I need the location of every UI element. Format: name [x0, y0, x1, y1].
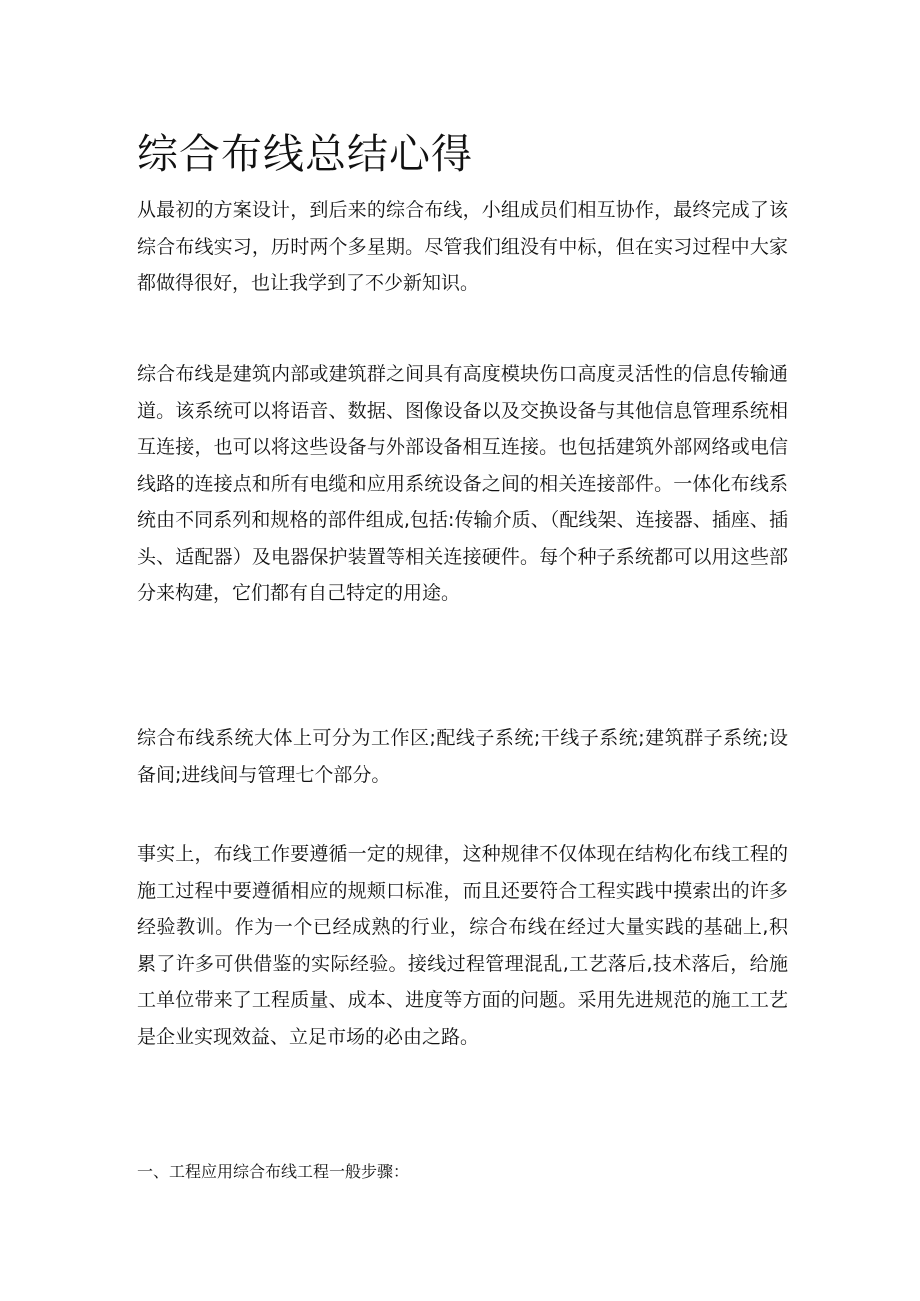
paragraph-practice: 事实上，布线工作要遵循一定的规律，这种规律不仅体现在结构化布线工程的施工过程中要遵循相应的规颊口标准，而且还要符合工程实践中摸索出的许多经验教训。作为一个已经成熟的行业，综合布线在经过大量实践的基础上,积累了许多可供借鉴的实际经验。接线过程管理混乱,工艺落后,技术落后，给施工单位带来了工程质量、成本、进度等方面的问题。采用先进规范的施工工艺是企业实现效益、立足市场的必由之路。: [137, 843, 788, 1048]
paragraph-subsystems: 综合布线系统大体上可分为工作区;配线子系统;干线子系统;建筑群子系统;设备间;进线间与管理七个部分。: [137, 727, 788, 786]
section-heading: 一、工程应用综合布线工程一般步骤：: [137, 1162, 410, 1181]
document-title: 综合布线总结心得: [137, 130, 473, 178]
paragraph-definition: 综合布线是建筑内部或建筑群之间具有高度模块伤口高度灵活性的信息传输通道。该系统可以将语音、数据、图像设备以及交换设备与其他信息管理系统相互连接，也可以将这些设备与外部设备相互连接。也包括建筑外部网络或电信线路的连接点和所有电缆和应用系统设备之间的相关连接部件。一体化布线系统由不同系列和规格的部件组成,包括:传输介质、（配线架、连接器、插座、插头、适配器）及电器保护装置等相关连接硬件。每个种子系统都可以用这些部分来构建，它们都有自己特定的用途。: [137, 363, 788, 604]
paragraph-intro: 从最初的方案设计，到后来的综合布线，小组成员们相互协作，最终完成了该综合布线实习，历时两个多星期。尽管我们组没有中标，但在实习过程中大家都做得很好，也让我学到了不少新知识。: [137, 199, 788, 294]
